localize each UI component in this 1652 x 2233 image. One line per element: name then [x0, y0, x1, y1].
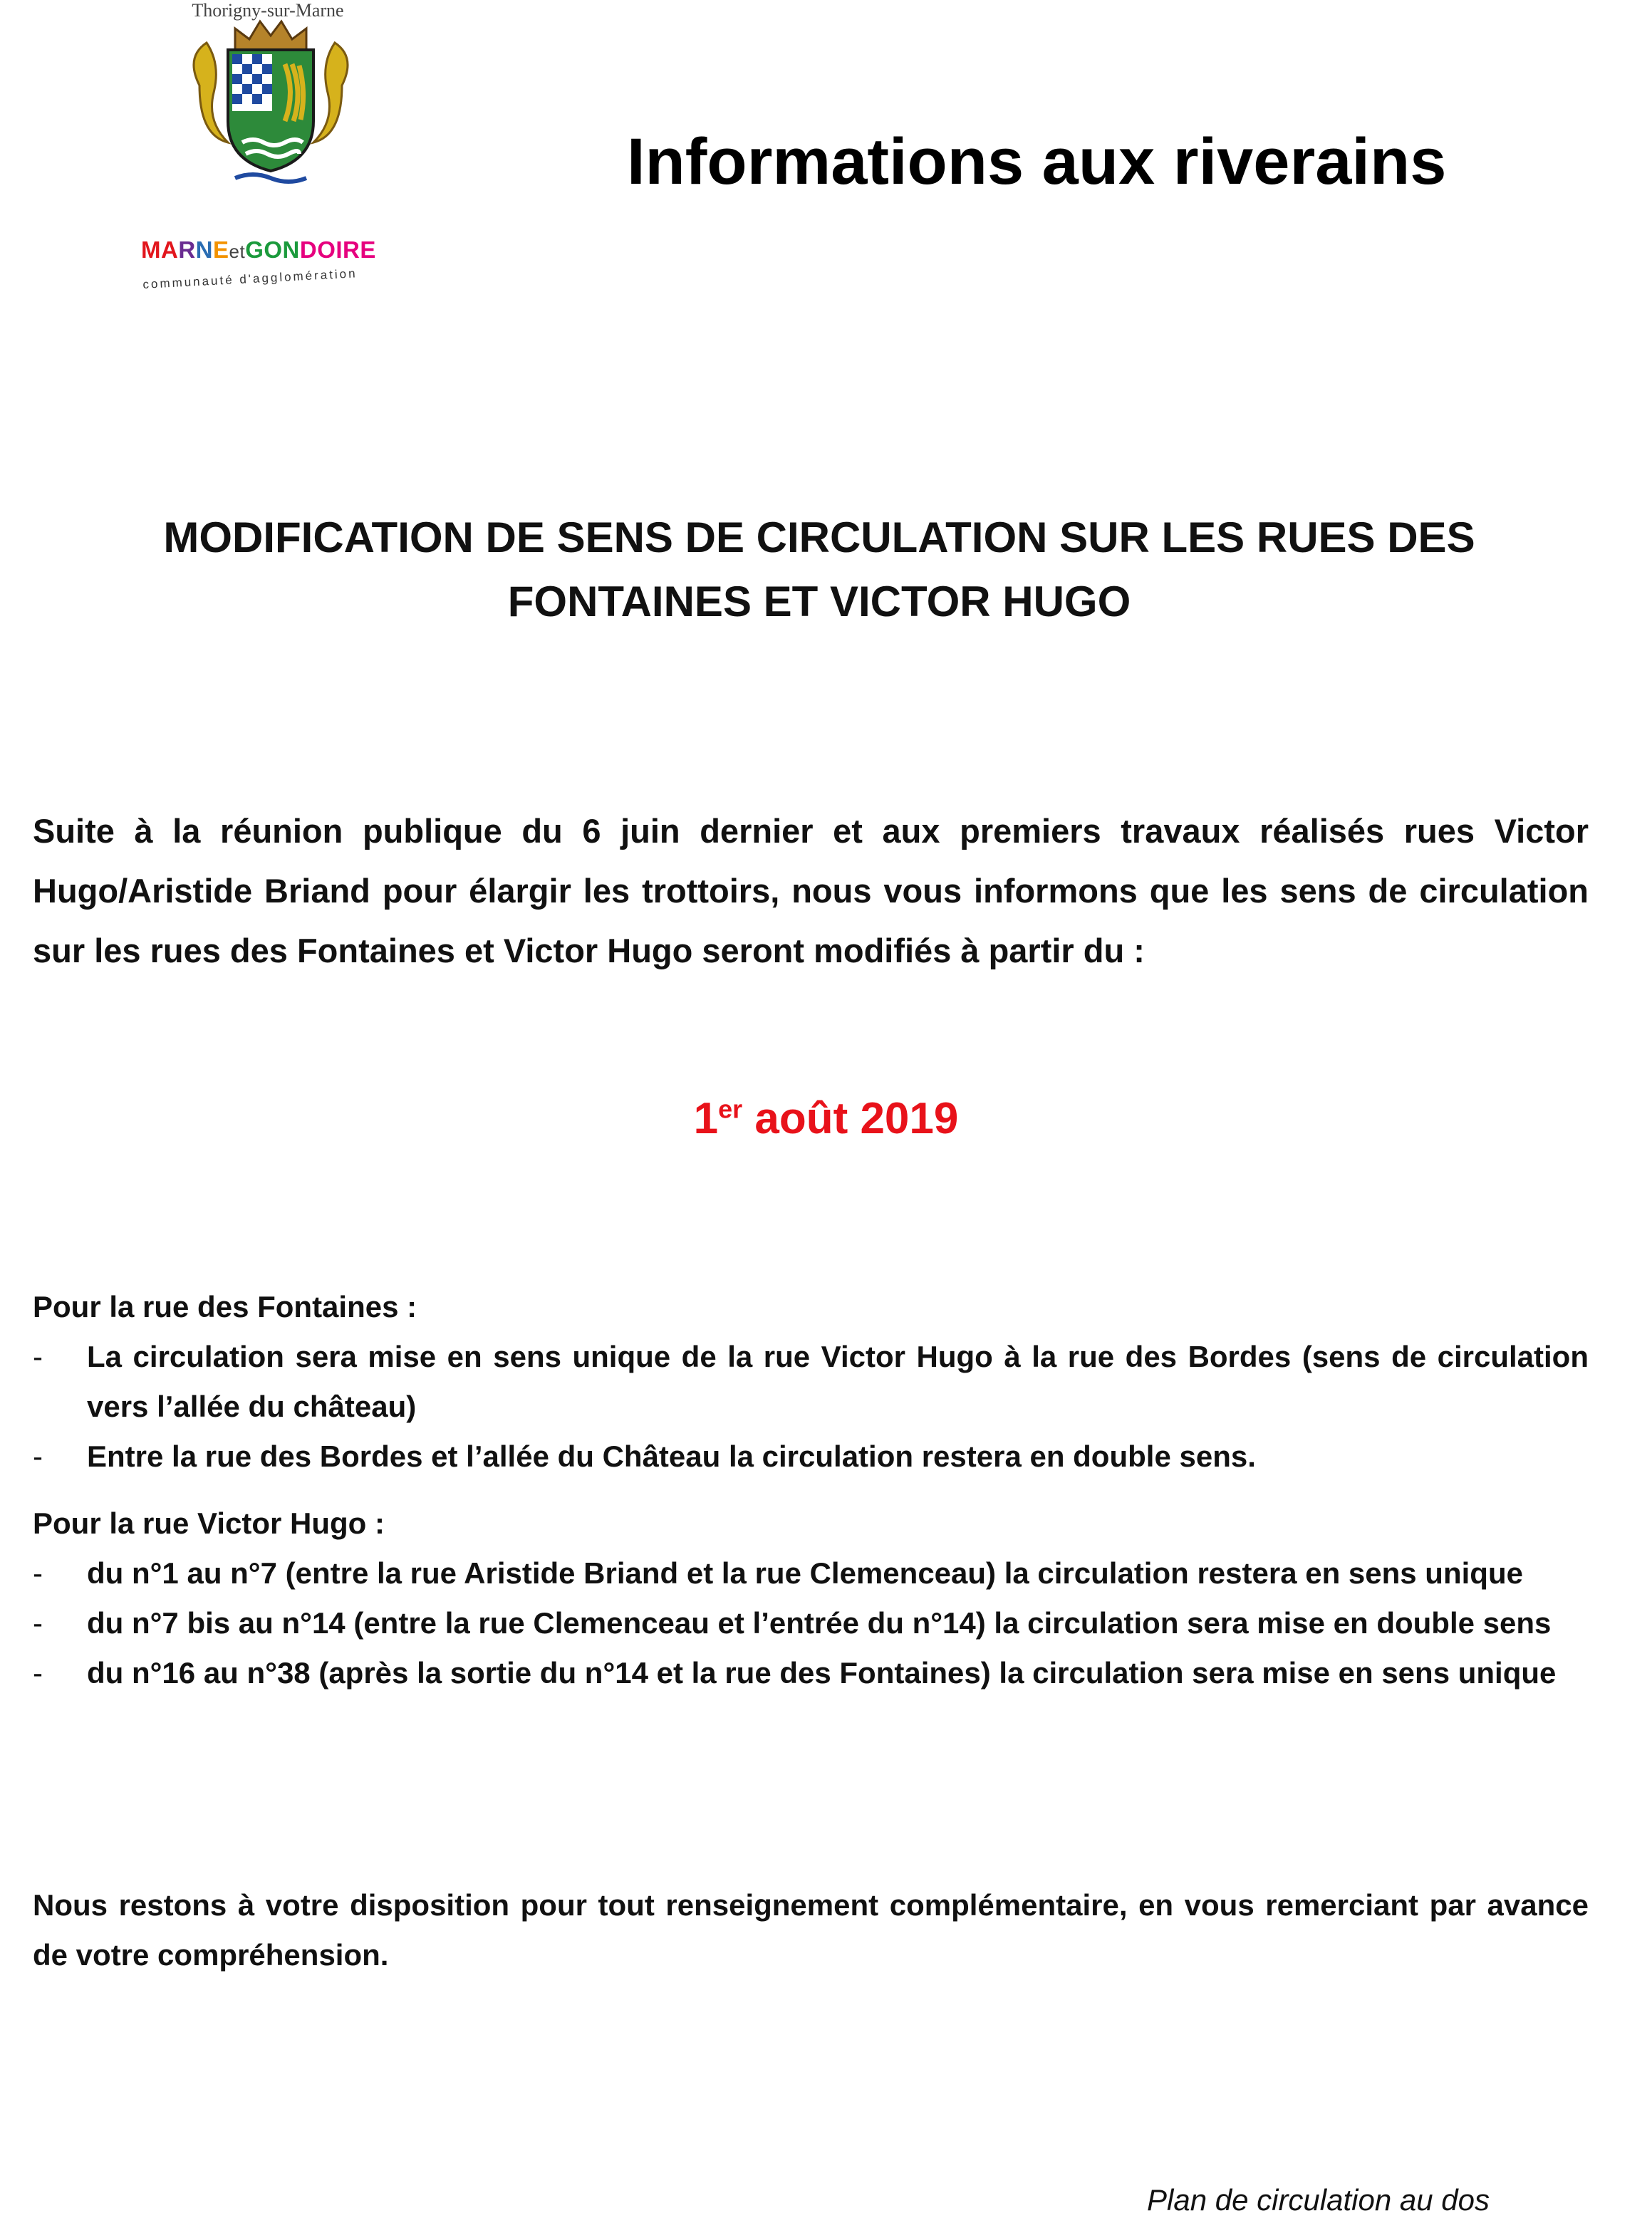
list-item	[33, 1648, 1589, 1698]
intro-paragraph: Suite à la réunion publique du 6 juin dernier et aux premiers travaux réalisés rues Victor Hugo/Aristide Briand pour élargir les trottoirs, nous vous informons que les sens de circulation sur les rues des Fontaines et Victor Hugo seront modifiés à partir du :	[33, 812, 1589, 969]
list-item-text: du n°1 au n°7 (entre la rue Aristide Briand et la rue Clemenceau) la circulation restera en sens unique	[87, 1556, 1523, 1590]
list-item	[33, 1432, 1589, 1482]
page-title: Informations aux riverains	[627, 125, 1447, 198]
date-day: 1	[693, 1094, 719, 1143]
bullet-dash: -	[33, 1606, 43, 1640]
closing-paragraph: Nous restons à votre disposition pour tout renseignement complémentaire, en vous remerciant par avance de votre compréhension.	[33, 1888, 1589, 1972]
list-item-text: du n°7 bis au n°14 (entre la rue Clemenceau et l’entrée du n°14) la circulation sera mise en double sens	[87, 1606, 1552, 1640]
list-item	[33, 1548, 1589, 1598]
bullet-dash: -	[33, 1656, 43, 1690]
effective-date	[0, 1093, 1652, 1144]
date-suffix: er	[718, 1094, 743, 1124]
date-rest: août 2019	[742, 1094, 959, 1143]
list-item	[33, 1332, 1589, 1432]
marne-et-gondoire-logo	[141, 236, 398, 305]
list-item	[33, 1598, 1589, 1648]
logo-subtitle: communauté d'agglomération	[142, 266, 358, 291]
section-title: Pour la rue Victor Hugo :	[33, 1506, 385, 1540]
section-rue-des-fontaines	[33, 1282, 1589, 1482]
bullet-dash: -	[33, 1440, 43, 1473]
list-item-text: Entre la rue des Bordes et l’allée du Château la circulation restera en double sens.	[87, 1440, 1256, 1473]
main-heading-line-1: MODIFICATION DE SENS DE CIRCULATION SUR LES RUES DES	[163, 514, 1475, 561]
bullet-list	[33, 1332, 1589, 1482]
logo-name: MARNEetGONDOIRE	[141, 236, 376, 263]
main-heading-line-2: FONTAINES ET VICTOR HUGO	[507, 578, 1131, 625]
list-item-text: du n°16 au n°38 (après la sortie du n°14 et la rue des Fontaines) la circulation sera mise en sens unique	[87, 1656, 1557, 1690]
crest-town-name: Thorigny-sur-Marne	[192, 0, 344, 21]
section-rue-victor-hugo	[33, 1499, 1589, 1698]
bullet-dash: -	[33, 1340, 43, 1373]
list-item-text: La circulation sera mise en sens unique de la rue Victor Hugo à la rue des Bordes (sens de circulation vers l’allée du château)	[87, 1340, 1589, 1423]
footer-note: Plan de circulation au dos	[1147, 2183, 1490, 2217]
section-title: Pour la rue des Fontaines :	[33, 1290, 417, 1323]
bullet-dash: -	[33, 1556, 43, 1590]
town-crest-logo	[178, 0, 363, 192]
main-heading	[71, 506, 1567, 634]
bullet-list	[33, 1548, 1589, 1698]
